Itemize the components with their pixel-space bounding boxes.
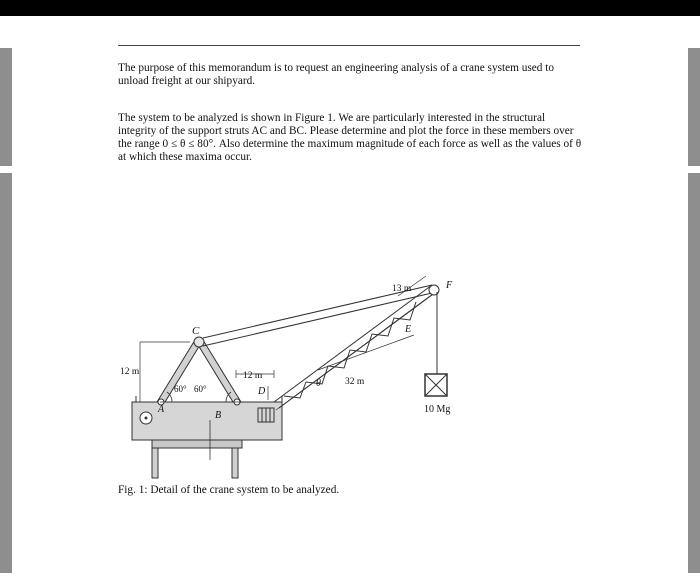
label-f: F	[446, 280, 453, 291]
load-box	[425, 374, 447, 396]
label-boom-length: 32 m	[345, 377, 365, 387]
support-cable	[203, 285, 432, 346]
label-angle-left: 60°	[174, 384, 187, 394]
memo-paragraph-purpose: The purpose of this memorandum is to request an engineering analysis of a crane system used to unload freight at our shipyard.	[118, 62, 555, 87]
label-load: 10 Mg	[424, 404, 451, 415]
label-span: 12 m	[243, 371, 263, 381]
label-tip-length: 13 m	[392, 284, 412, 294]
memo-paragraph-request: The system to be analyzed is shown in Figure 1. We are particularly interested in the structural integrity of the support struts AC and BC. Please determine and plot the force in these members over the range 0 ≤ θ ≤ 80°. Also determine the maximum magnitude of each force as well as the values of θ at which these maxima occur.	[118, 112, 582, 163]
label-e: E	[405, 324, 412, 335]
label-angle-right: 60°	[194, 384, 207, 394]
boom	[274, 285, 436, 408]
platform-legs	[152, 438, 242, 478]
label-c: C	[192, 325, 200, 337]
label-b: B	[215, 410, 222, 421]
pin-a	[140, 412, 152, 424]
pin-c	[194, 337, 204, 347]
label-theta: θ	[316, 378, 321, 389]
label-a: A	[158, 404, 165, 415]
label-height: 12 m	[120, 367, 140, 377]
figure-caption: Fig. 1: Detail of the crane system to be analyzed.	[118, 484, 340, 496]
label-d: D	[258, 386, 266, 397]
